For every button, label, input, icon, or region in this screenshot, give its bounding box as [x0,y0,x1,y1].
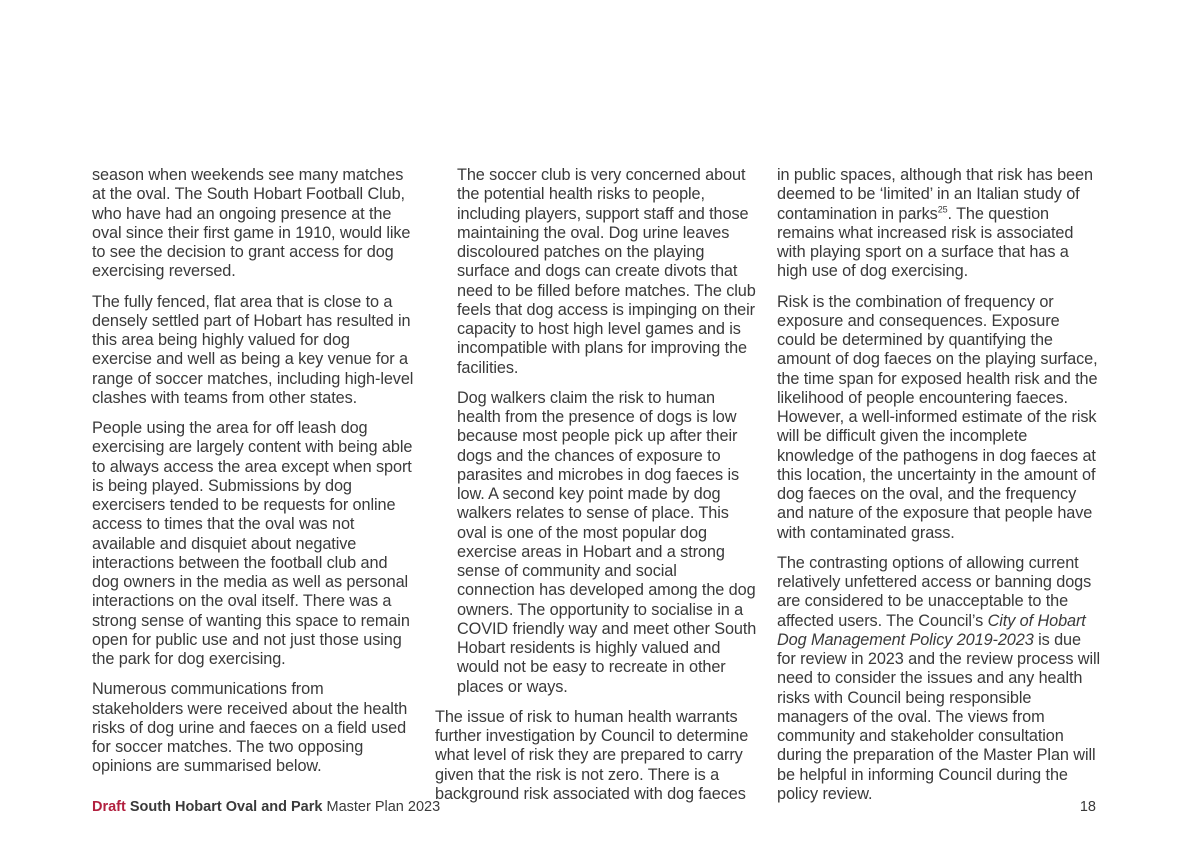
document-title: South Hobart Oval and Park [129,799,323,815]
text-column-3 [777,166,1102,815]
paragraph: Numerous communications from stakeholders were received about the health risks of dog urine and faeces on a field used for soccer matches. The two opposing opinions are summarised below. [92,680,408,776]
text-span: is due for review in 2023 and the review process will need to consider the issues and any health risks with Council being responsible managers of the oval. The views from community and stakeholder consultation during the preparation of the Master Plan will be helpful in informing Council during the policy review. [777,630,1100,803]
policy-title: City of Hobart Dog Management Policy 2019-2023 [777,611,1086,649]
paragraph: The fully fenced, flat area that is close to a densely settled part of Hobart has resulted in this area being highly valued for dog exercise and well as being a key venue for a range of soccer matches, including high-level clashes with teams from other states. [92,292,414,407]
paragraph [777,166,1102,282]
page-footer [92,798,1096,816]
paragraph: People using the area for off leash dog exercising are largely content with being able to always access the area except when sport is being played. Submissions by dog exercisers tended to be requests for online access to times that the oval was not available and disquiet about negative interactions between the football club and dog owners in the media as well as personal interactions on the oval itself. There was a strong sense of wanting this space to remain open for public use and not just those using the park for dog exercising. [92,419,413,668]
text-span: The contrasting options of allowing current relatively unfettered access or banning dogs are considered to be unacceptable to the affected users. The Council’s [777,553,1092,630]
indented-paragraph: Dog walkers claim the risk to human health from the presence of dogs is low because most people pick up after their dogs and the chances of exposure to parasites and microbes in dog faeces is low. A second key point made by dog walkers relates to sense of place. This oval is one of the most popular dog exercise areas in Hobart and a strong sense of community and social connection has developed among the dog owners. The opportunity to socialise in a COVID friendly way and meet other South Hobart residents is highly valued and would not be easy to recreate in other places or ways. [457,388,757,696]
text-span: . The question remains what increased risk is associated with playing sport on a surface that has a high use of dog exercising. [777,204,1074,281]
text-column-2 [435,166,757,815]
paragraph: season when weekends see many matches at the oval. The South Hobart Football Club, who have had an ongoing presence at the oval since their first game in 1910, would like to see the decision to grant access for dog exercising reversed. [92,166,411,281]
indented-paragraph: The soccer club is very concerned about the potential health risks to people, including players, support staff and those maintaining the oval. Dog urine leaves discoloured patches on the playing surface and dogs can create divots that need to be filled before matches. The club feels that dog access is impinging on their capacity to host high level games and is incompatible with plans for improving the facilities. [457,166,756,377]
draft-label: Draft [92,799,126,815]
document-subtitle: Master Plan 2023 [326,799,441,815]
text-column-1 [92,166,414,788]
paragraph: The issue of risk to human health warrants further investigation by Council to determine what level of risk they are prepared to carry given that the risk is not zero. There is a background risk associated with dog faeces [435,707,749,803]
paragraph [777,554,1102,804]
paragraph: Risk is the combination of frequency or exposure and consequences. Exposure could be determined by quantifying the amount of dog faeces on the playing surface, the time span for exposed health risk and the likelihood of people encountering faeces. However, a well-informed estimate of the risk will be difficult given the incomplete knowledge of the pathogens in dog faeces at this location, the uncertainty in the amount of dog faeces on the oval, and the frequency and nature of the exposure that people have with contaminated grass. [777,292,1098,542]
footnote-reference: 25 [937,204,948,215]
page-number: 18 [1079,799,1096,815]
text-span: in public spaces, although that risk has been deemed to be ‘limited’ in an Italian study of contamination in parks [777,166,1093,223]
